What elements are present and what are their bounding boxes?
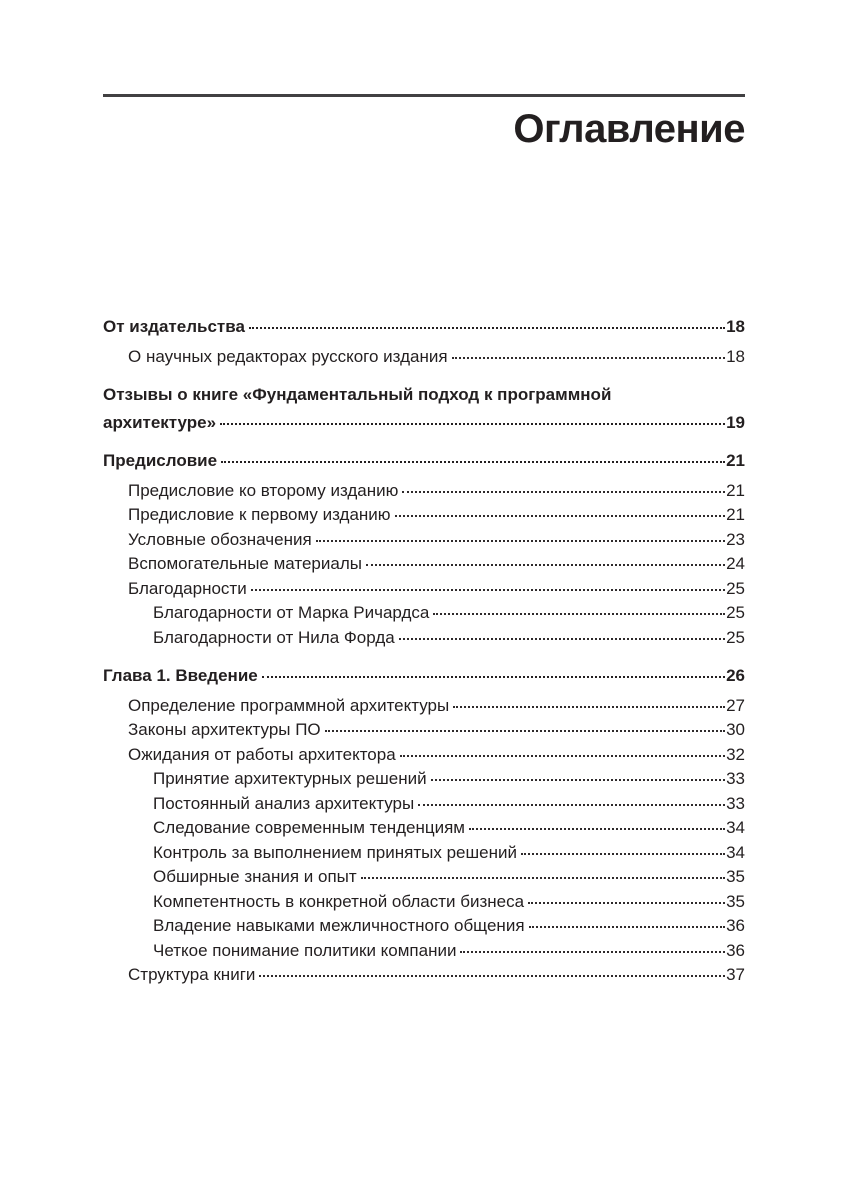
toc-entry-row [153, 865, 745, 890]
page-content [103, 94, 745, 988]
toc-entry-row [103, 315, 745, 340]
toc-entry-label: Владение навыками межличностного общения [153, 916, 525, 935]
toc-entry [103, 914, 745, 939]
dot-leader [220, 423, 725, 425]
toc-entry-label: Благодарности от Марка Ричардса [153, 603, 430, 622]
toc-entry [103, 383, 745, 435]
toc-entry-page: 27 [726, 695, 745, 715]
toc-entry-page: 18 [726, 317, 745, 336]
toc-entry-row [153, 939, 745, 964]
dot-leader [528, 902, 725, 904]
toc-entry [103, 626, 745, 651]
toc-entry-row [153, 841, 745, 866]
dot-leader [529, 926, 726, 928]
toc-entry [103, 841, 745, 866]
toc-entry-row [128, 694, 745, 719]
toc-entry [103, 694, 745, 719]
toc-entry [103, 743, 745, 768]
toc-entry-page: 25 [726, 578, 745, 598]
toc-entry-label: От издательства [103, 317, 245, 336]
dot-leader [521, 853, 725, 855]
toc-entry-row [153, 767, 745, 792]
dot-leader [259, 975, 725, 977]
toc-entry-page: 36 [726, 940, 745, 960]
page-title: Оглавление [513, 107, 745, 151]
dot-leader [452, 357, 726, 359]
toc-entry-label: Определение программной архитектуры [128, 695, 450, 715]
dot-leader [316, 540, 725, 542]
dot-leader [325, 730, 725, 732]
toc-entry [103, 449, 745, 474]
toc-entry-label: Структура книги [128, 965, 256, 984]
toc-entry-row [128, 963, 745, 988]
toc-entry-row [128, 503, 745, 528]
toc-entry-page: 33 [726, 769, 745, 788]
toc-entry-row [153, 601, 745, 626]
toc-entry [103, 939, 745, 964]
toc-entry [103, 577, 745, 602]
toc-entry-page: 25 [726, 627, 745, 647]
toc-entry-label: Предисловие ко второму изданию [128, 480, 399, 500]
toc-entry-row [153, 816, 745, 841]
toc-entry-page: 18 [726, 346, 745, 366]
toc-entry-page: 32 [726, 744, 745, 764]
toc-entry-row [103, 664, 745, 689]
dot-leader [418, 804, 725, 806]
toc-entry-label: Благодарности [128, 578, 247, 598]
toc-entry-page: 35 [726, 867, 745, 886]
toc-entry-label: Следование современным тенденциям [153, 818, 465, 837]
dot-leader [249, 327, 725, 329]
toc-entry-label: Благодарности от Нила Форда [153, 627, 395, 647]
toc-entry [103, 552, 745, 577]
toc-entry-label: архитектуре» [103, 412, 217, 432]
toc-entry-page: 37 [726, 965, 745, 984]
toc-entry-page: 21 [726, 451, 745, 470]
toc-entry [103, 479, 745, 504]
toc-entry-page: 21 [726, 480, 745, 500]
toc-entry-page: 23 [726, 529, 745, 549]
toc-entry-label: Предисловие к первому изданию [128, 505, 391, 524]
dot-leader [366, 564, 725, 566]
toc-entry [103, 601, 745, 626]
toc-entry-page: 34 [726, 818, 745, 837]
toc-entry-page: 19 [726, 412, 745, 432]
toc-entry-label: Вспомогательные материалы [128, 554, 362, 573]
toc-entry-label: Обширные знания и опыт [153, 867, 357, 886]
dot-leader [361, 877, 725, 879]
dot-leader [395, 515, 726, 517]
toc-entry [103, 767, 745, 792]
title-rule [103, 94, 745, 97]
toc-entry-row [153, 890, 745, 915]
toc-entry [103, 890, 745, 915]
toc-entry-row [103, 449, 745, 474]
toc-entry [103, 503, 745, 528]
dot-leader [431, 779, 726, 781]
toc-list [103, 315, 745, 988]
toc-entry [103, 528, 745, 553]
dot-leader [399, 638, 725, 640]
dot-leader [251, 589, 725, 591]
toc-entry-label: Четкое понимание политики компании [153, 940, 457, 960]
dot-leader [460, 951, 725, 953]
toc-entry-page: 33 [726, 793, 745, 813]
toc-entry [103, 963, 745, 988]
toc-entry-label: Глава 1. Введение [103, 666, 258, 685]
toc-entry [103, 718, 745, 743]
toc-entry-label: Контроль за выполнением принятых решений [153, 842, 517, 862]
toc-entry-row [128, 718, 745, 743]
toc-entry-label: Компетентность в конкретной области бизнеса [153, 891, 525, 911]
toc-entry-row [128, 743, 745, 768]
dot-leader [453, 706, 725, 708]
toc-entry-page: 24 [726, 554, 745, 573]
toc-entry-label: Предисловие [103, 451, 218, 470]
toc-entry [103, 865, 745, 890]
toc-entry-page: 30 [726, 720, 745, 739]
toc-entry-label: Условные обозначения [128, 529, 312, 549]
toc-entry-row [128, 577, 745, 602]
toc-entry [103, 816, 745, 841]
toc-entry-page: 34 [726, 842, 745, 862]
dot-leader [402, 491, 725, 493]
toc-entry [103, 345, 745, 370]
toc-entry-row [153, 792, 745, 817]
toc-entry [103, 315, 745, 340]
toc-entry [103, 664, 745, 689]
toc-entry [103, 792, 745, 817]
toc-entry-row [128, 552, 745, 577]
toc-entry-label: О научных редакторах русского издания [128, 346, 448, 366]
toc-entry-row [128, 528, 745, 553]
toc-entry-row [153, 626, 745, 651]
toc-entry-label-line1: Отзывы о книге «Фундаментальный подход к программной [103, 385, 612, 404]
toc-entry-page: 26 [726, 666, 745, 685]
toc-entry-label: Ожидания от работы архитектора [128, 744, 396, 764]
toc-entry-label: Законы архитектуры ПО [128, 720, 321, 739]
toc-entry-row [128, 479, 745, 504]
toc-entry-label: Принятие архитектурных решений [153, 769, 427, 788]
dot-leader [262, 676, 725, 678]
toc-entry-page: 35 [726, 891, 745, 911]
toc-entry-label: Постоянный анализ архитектуры [153, 793, 415, 813]
toc-entry-page: 21 [726, 505, 745, 524]
toc-entry-row [153, 914, 745, 939]
dot-leader [469, 828, 725, 830]
toc-entry-row [103, 411, 745, 436]
dot-leader [221, 461, 725, 463]
dot-leader [400, 755, 725, 757]
toc-entry-page: 25 [726, 603, 745, 622]
toc-entry-row [128, 345, 745, 370]
toc-entry-page: 36 [726, 916, 745, 935]
dot-leader [433, 613, 725, 615]
